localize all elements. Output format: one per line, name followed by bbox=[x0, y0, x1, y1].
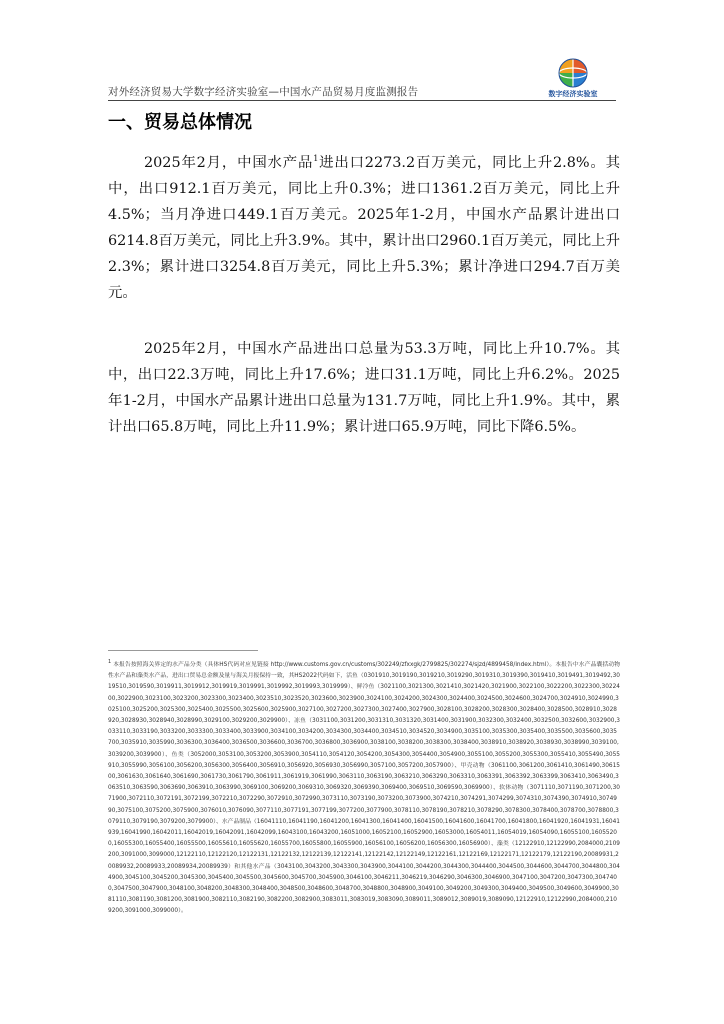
paragraph-text: 2025年2月，中国水产品 bbox=[144, 155, 314, 171]
footnote-mark: 1 bbox=[108, 659, 112, 666]
paragraph-text: 进出口2273.2百万美元，同比上升2.8%。其中，出口912.1百万美元，同比上升0.3%；进口1361.2百万美元，同比上升4.5%；当月净进口449.1百万美元。2025年1-2月，中国水产品累计进出口6214.8百万美元，同比上升3.9%。其中，累计出口2960.1百万美元，同比上升2.3%；累计进口3254.8百万美元，同比上升5.3%；累计净进口294.7百万美元。 bbox=[108, 155, 620, 301]
header-divider bbox=[108, 100, 616, 101]
section-title: 一、贸易总体情况 bbox=[108, 112, 252, 133]
running-header: 对外经济贸易大学数字经济实验室—中国水产品贸易月度监测报告 bbox=[108, 86, 419, 98]
paragraph-trade-volume: 2025年2月，中国水产品进出口总量为53.3万吨，同比上升10.7%。其中，出口22.3万吨，同比上升17.6%；进口31.1万吨，同比上升6.2%。2025年1-2月，中国水产品累计进出口总量为131.7万吨，同比上升1.9%。其中，累计出口65.8万吨，同比上升11.9%；累计进口65.9万吨，同比下降6.5%。 bbox=[108, 341, 620, 435]
globe-logo-icon bbox=[538, 56, 608, 90]
footnote-text: 本报告按照海关界定的水产品分类（具体HS代码对应见链接 http://www.customs.gov.cn/customs/302249/zfxxgk/2799825/302274/sjzd/4899458/index.html）。本报告中水产品囊括动物性水产品和藻类水产品，进出口贸易总金额及量与海关月报保持一致，其HS2022代码如下，活鱼（0301910,3019190,3019210,3019290,3019310,3019390,3019410,3019491,3019492,3019510,3019590,3019911,3019912,3019919,3019991,3019992,3019993,3019999）、鲜冷鱼（3021100,3021300,3021410,3021420,3021900,3022100,3022200,3022300,3022400,3022900,3023100,3023200,3023300,3023400,3023510,3023520,3023600,3023900,3024100,3024200,3024300,3024400,3024500,3024600,3024700,3024910,3024990,3025100,3025200,3025300,3025400,3025500,3025600,3025900,3027100,3027200,3027300,3027400,3027900,3028100,3028200,3028300,3028400,3028500,3028910,3028920,3028930,3028940,3028990,3029100,3029200,3029900）、冻鱼（3031100,3031200,3031310,3031320,3031400,3031900,3032300,3032400,3032500,3032600,3032900,3033110,3033190,3033200,3033300,3033400,3033900,3034100,3034200,3034300,3034400,3034510,3034520,3034900,3035100,3035300,3035400,3035500,3035600,3035700,3035910,3035990,3036300,3036400,3036500,3036600,3036700,3036800,3036900,3038100,3038200,3038300,3038400,3038910,3038920,3038930,3038990,3039100,3039200,3039900）、鱼类（3052000,3053100,3053200,3053900,3054110,3054120,3054200,3054300,3054400,3054900,3055100,3055200,3055300,3055410,3055490,3055910,3055990,3056100,3056200,3056300,3056400,3056910,3056920,3056930,3056990,3057100,3057200,3057900）、甲壳动物（3061100,3061200,3061410,3061490,3061500,3061630,3061640,3061690,3061730,3061790,3061911,3061919,3061990,3063110,3063190,3063210,3063290,3063310,3063391,3063392,3063399,3063410,3063490,3063510,3063590,3063690,3063910,3063990,3069100,3069200,3069310,3069320,3069390,3069400,3069510,3069590,3069900）、软体动物（3071110,3071190,3071200,3071900,3072110,3072191,3072199,3072210,3072290,3072910,3072990,3073110,3073190,3073200,3073900,3074210,3074291,3074299,3074310,3074390,3074910,3074990,3075100,3075200,3075900,3076010,3076090,3077110,3077191,3077199,3077200,3077900,3078110,3078190,3078210,3078290,3078300,3078400,3078700,3078800,3079110,3079190,3079200,3079900）、水产品制品（16041110,16041190,16041200,16041300,16041400,16041500,16041600,16041700,16041800,16041920,16041931,16041939,16041990,16042011,16042019,16042091,16042099,16043100,16043200,16051000,16052100,16052900,16053000,16054011,16054019,16054090,16055100,16055200,16055300,16055400,16055500,16055610,16055620,16055700,16055800,16055900,16056100,16056200,16056300,16056900）、藻类（12122910,12122990,2084000,2109200,3091000,3099000,12122110,12122120,12122131,12122132,12122139,12122141,12122142,12122149,12122161,12122169,12122171,12122179,12122190,20089931,20089932,20089933,20089934,20089939）和其他水产品（3043100,3043200,3043300,3043900,3044100,3044200,3044300,3044400,3044500,3044600,3044700,3044800,3044900,3045100,3045200,3045300,3045400,3045500,3045600,3045700,3045900,3046100,3046211,3046219,3046290,3046300,3046900,3047100,3047200,3047300,3047400,3047500,3047900,3048100,3048200,3048300,3048400,3048500,3048600,3048700,3048800,3048900,3049100,3049200,3049300,3049400,3049500,3049600,3049900,3081110,3081190,3081200,3081900,3082110,3082190,3082200,3082900,3083011,3083019,3083090,3089011,3089012,3089019,3089090,12122910,12122990,2084000,2109200,3091000,3099000）。 bbox=[108, 662, 620, 915]
logo-caption: 数字经济实验室 bbox=[548, 90, 598, 98]
footnote bbox=[108, 660, 620, 918]
paragraph-trade-value bbox=[108, 150, 620, 306]
lab-logo bbox=[538, 56, 608, 100]
footnote-reference[interactable]: 1 bbox=[313, 154, 319, 164]
footnote-divider bbox=[108, 650, 258, 651]
